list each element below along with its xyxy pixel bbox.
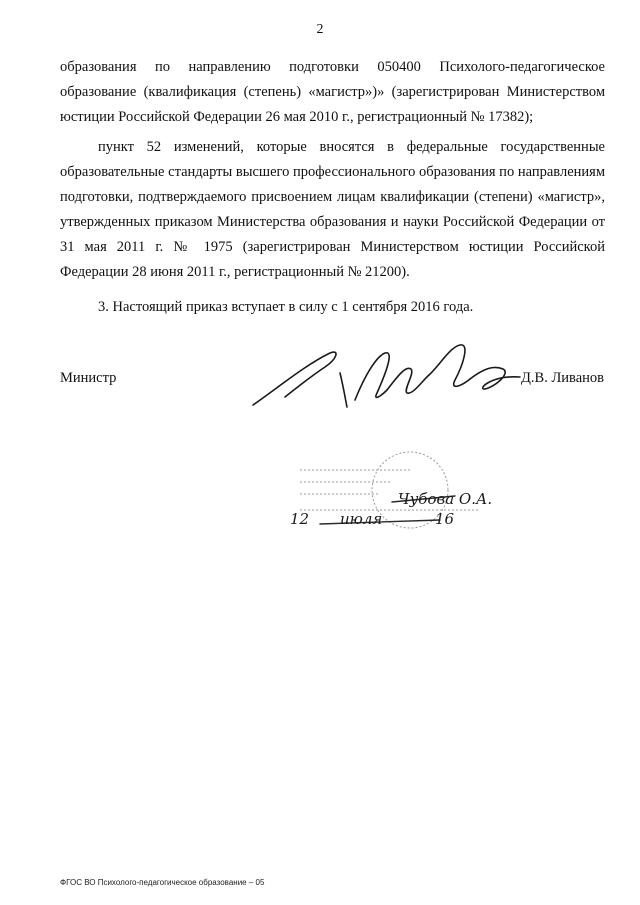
page-number: 2 — [316, 22, 324, 37]
paragraph-item-3: 3. Настоящий приказ вступает в силу с 1 сентября 2016 года. — [98, 299, 474, 315]
stamp-handwritten-month: июля — [340, 510, 383, 528]
handwritten-signature — [245, 335, 545, 425]
stamp-handwritten-year: 16 — [435, 510, 455, 528]
stamp-handwritten-name: Чубова О.А. — [398, 490, 493, 508]
stamp-handwritten-day: 12 — [290, 510, 310, 528]
paragraph-item-52: пункт 52 изменений, которые вносятся в федеральные государственные образовательные стандарты высшего профессионального образования по направлениям подготовки, подтверждаемого присвоением лицам квалификации (степени) «магистр», утвержденных приказом Министерства образования и науки Российской Федерации от 31 мая 2011 г. № 1975 (зарегистрирован Министерством юстиции Российской Федерации 28 июня 2011 г., регистрационный № 21200). — [60, 139, 605, 280]
document-footer: ФГОС ВО Психолого-педагогическое образование – 05 — [60, 878, 265, 887]
signatory-name: Д.В. Ливанов — [521, 370, 604, 386]
signatory-title: Министр — [60, 370, 117, 386]
approval-stamp — [280, 440, 520, 535]
paragraph-continuation: образования по направлению подготовки 050400 Психолого-педагогическое образование (квалификация (степень) «магистр»)» (зарегистрирован Министерством юстиции Российской Федерации 26 мая 2010 г., регистрационный № 17382); — [60, 59, 605, 125]
